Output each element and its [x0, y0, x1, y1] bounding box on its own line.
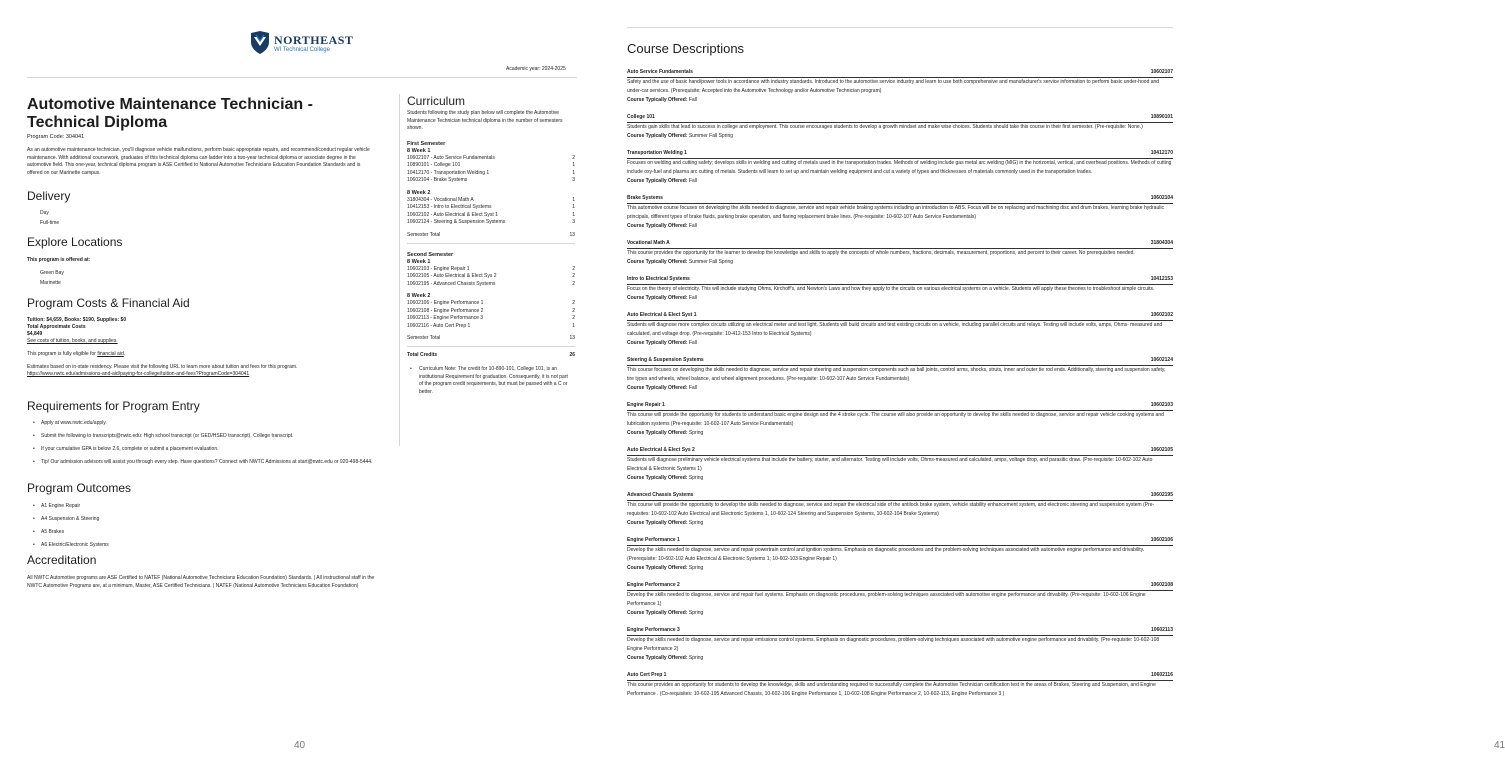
semester-block — [407, 141, 575, 244]
aid-prefix: This program is fully eligible for — [27, 351, 98, 357]
offered-terms: Spring — [688, 564, 704, 571]
course-description: This course provides the opportunity for the learner to develop the knowledge and skills to apply the concepts of whole numbers, fractions, decimals, measurement, proportions, and percent to their career. No prerequisites needed. — [627, 249, 1135, 256]
course-title: Auto Service Fundamentals — [627, 69, 693, 75]
offered-terms: Spring — [688, 429, 704, 436]
course-credits: 3 — [572, 219, 575, 225]
total-credits-label: Total Credits — [407, 352, 438, 358]
curriculum-course-row — [407, 197, 575, 205]
course-entry — [627, 69, 1173, 105]
course-description: This course provides an opportunity for students to develop the knowledge, skills and understanding required to successfully complete the Automotive Technician certification test in the areas of Brakes, Steering and Suspension, and Engine Performance . (Co-requisites: 10-602-195 Advanced Chassis, 10-602-106 Engine Performance 1, 10-602-108 Engine Performance 2, 10-602-113, Engine Performance 3 ) — [627, 681, 1156, 697]
week-label: 8 Week 2 — [407, 293, 431, 299]
course-code: 10602106 — [1150, 537, 1173, 543]
course-name: 10412170 - Transportation Welding 1 — [407, 169, 490, 176]
course-name: 31804304 - Vocational Math A — [407, 196, 474, 203]
offered-label: Course Typically Offered: — [627, 519, 688, 526]
course-offered — [627, 474, 1173, 483]
course-entry — [627, 195, 1173, 231]
course-description: This automotive course focuses on developing the skills needed to diagnose, service and repair vehicle braking systems including an introduction to ABS. Focus will be on replacing and machining disc and drum brakes, learning brake hydraulic principals, different types of brake fluids, parking brake operation, and flaring replacement brake lines. (Pre-requisite: 10-602-107 Auto Service Fundamentals) — [627, 204, 1164, 220]
course-credits: 2 — [572, 280, 575, 287]
academic-year: Academic year: 2024-2025 — [506, 66, 566, 72]
course-description: Students gain skills that lead to success in college and employment. This course encourages students to develop a growth mindset and make wise choices. Students should take this course in their first semester. (Pre-requisite: None.) — [627, 123, 1143, 130]
course-entry — [627, 402, 1173, 438]
list-item: Day — [40, 210, 49, 216]
course-name: 10602103 - Engine Repair 1 — [407, 265, 470, 272]
curriculum-section — [407, 94, 575, 396]
semester-total-row — [407, 335, 575, 342]
course-code: 10602116 — [1151, 672, 1173, 678]
course-description: This course focuses on developing the skills needed to diagnose, service and repair steering and suspension components such as ball joints, control arms, shocks, struts, inner and outer tie rod ends. Additionally, steering and suspension safety, tire types and wheels, wheel balance, and wheel alignment procedures. (Pre-requisite: 10-602-107 Auto Service Fundamentals) — [627, 366, 1166, 382]
semester-total-value: 13 — [569, 335, 575, 341]
course-title: Auto Electrical & Elect Sys 2 — [627, 447, 695, 453]
curriculum-course-row — [407, 300, 575, 308]
course-title: Steering & Suspension Systems — [627, 357, 704, 363]
course-offered — [627, 429, 1173, 438]
offered-at-label: This program is offered at: — [27, 257, 91, 263]
course-title: Intro to Electrical Systems — [627, 276, 690, 282]
course-code: 10602105 — [1150, 447, 1173, 453]
course-entry — [627, 357, 1173, 393]
course-header — [627, 114, 1173, 123]
course-description: Develop the skills needed to diagnose, service and repair powertrain control and ignition systems. Emphasis on diagnostic procedures and the problem-solving techniques associated with automotive engine performance and drivability. (Prerequisite: 10-602-102 Auto Electrical & Electronic Systems 1; 10-602-103 Engine Repair 1) — [627, 546, 1145, 562]
course-description: Develop the skills needed to diagnose, service and repair fuel systems. Emphasis on diagnostic procedures, problem-solving techniques associated with automotive engine performance and drivability. (Pre-requisite: 10-602-106 Engine Performance 1) — [627, 591, 1146, 607]
offered-terms: Summer Fall Spring — [688, 132, 734, 139]
program-header — [27, 96, 380, 177]
offered-label: Course Typically Offered: — [627, 429, 688, 436]
locations-heading: Explore Locations — [27, 235, 123, 249]
course-entry — [627, 150, 1173, 186]
course-offered — [627, 222, 1173, 231]
course-credits: 2 — [572, 154, 575, 161]
course-name: 10602116 - Auto Cert Prep 1 — [407, 322, 471, 329]
semester-total-label: Semester Total — [407, 231, 441, 238]
page-title: Automotive Maintenance Technician - Technical Diploma — [27, 96, 313, 131]
northeast-logo — [250, 30, 353, 56]
course-list — [627, 69, 1173, 699]
curriculum-course-row — [407, 177, 575, 185]
course-credits: 2 — [572, 315, 575, 321]
curriculum-course-row — [407, 162, 575, 170]
course-offered — [627, 654, 1173, 663]
offered-label: Course Typically Offered: — [627, 564, 688, 571]
page-number: 40 — [294, 740, 306, 751]
course-code: 10412153 — [1150, 276, 1173, 282]
course-entry — [627, 672, 1173, 699]
course-header — [627, 150, 1173, 159]
divider — [407, 346, 575, 347]
course-credits: 1 — [572, 211, 575, 218]
course-entry — [627, 492, 1173, 528]
course-name: 10602105 - Auto Electrical & Elect Sys 2 — [407, 273, 497, 279]
course-description: Students will diagnose more complex circuits utilizing an electrical meter and test light. Students will build circuits and test existing circuits on a vehicle, including parallel circuits and relays. Testing will include volts, amps, Ohms- measured and calculated, and voltage drop. (Pre-requisite: 10-412-153 Intro to Electrical Systems) — [627, 321, 1163, 337]
curriculum-course-row — [407, 212, 575, 220]
tuition-url-link[interactable]: https://www.nwtc.edu/admissions-and-aid/paying-for-college/tuition-and-fees?ProgramCode=304041 — [27, 371, 250, 377]
offered-terms: Summer Fall Spring — [688, 258, 734, 265]
week-label: 8 Week 2 — [407, 189, 431, 196]
curriculum-course-row — [407, 273, 575, 281]
curriculum-intro: Students following the study plan below will complete the Automotive Maintenance Technician technical diploma in the number of semesters shown. — [407, 110, 563, 131]
course-header — [627, 357, 1173, 366]
tuition-line: Tuition: $4,659, Books: $190, Supplies: $0 — [27, 317, 127, 323]
column-divider — [399, 94, 400, 446]
course-offered — [627, 294, 1173, 303]
total-credits-value: 26 — [569, 352, 575, 358]
course-title: Transportation Welding 1 — [627, 150, 687, 156]
course-header — [627, 537, 1173, 546]
course-offered — [627, 132, 1173, 141]
course-name: 10602107 - Auto Service Fundamentals — [407, 154, 495, 161]
course-name: 10602124 - Steering & Suspension Systems — [407, 219, 506, 225]
course-entry — [627, 276, 1173, 303]
course-offered — [627, 339, 1173, 348]
curriculum-course-row — [407, 155, 575, 163]
divider — [627, 27, 1173, 28]
offered-terms: Fall — [688, 222, 697, 229]
offered-label: Course Typically Offered: — [627, 294, 688, 301]
course-header — [627, 582, 1173, 591]
course-name: 10602113 - Engine Performance 3 — [407, 315, 484, 321]
accreditation-heading: Accreditation — [27, 553, 97, 567]
course-title: Brake Systems — [627, 195, 663, 201]
course-header — [627, 312, 1173, 321]
offered-terms: Fall — [688, 339, 697, 346]
course-entry — [627, 537, 1173, 573]
course-header — [627, 672, 1173, 681]
list-item: Green Bay — [40, 270, 64, 276]
curriculum-course-row — [407, 219, 575, 227]
course-header — [627, 69, 1173, 78]
curriculum-course-row — [407, 281, 575, 289]
page-41 — [600, 0, 1505, 776]
offered-label: Course Typically Offered: — [627, 474, 688, 481]
course-offered — [627, 96, 1173, 105]
course-credits: 1 — [572, 169, 575, 176]
course-code: 10602102 — [1150, 312, 1173, 318]
course-title: Advanced Chassis Systems — [627, 492, 694, 498]
course-header — [627, 402, 1173, 411]
offered-terms: Spring — [688, 519, 704, 526]
offered-label: Course Typically Offered: — [627, 654, 688, 661]
course-descriptions-heading: Course Descriptions — [627, 41, 745, 56]
accreditation-text: All NWTC Automotive programs are ASE Certified to NATEF (National Automotive Technicians Education Foundation) Standards. | All instructional staff in the NWTC Automotive Programs are, at a minimum, Master, ASE Certified Technicians. | NATEF (National Automotive Technicians Education Foundation) — [27, 575, 375, 589]
course-offered — [627, 258, 1173, 267]
semester-total-row — [407, 232, 575, 239]
course-description: Develop the skills needed to diagnose, service and repair emissions control systems. Emphasis on diagnostic procedures, problem-solving techniques associated with automotive engine performance and drivability. (Pre-requisite: 10-602-108 Engine Performance 2) — [627, 636, 1160, 652]
logo-name: NORTHEAST — [274, 32, 354, 47]
course-description: Focuses on welding and cutting safety; develops skills in welding and cutting of metals used in the transportation trades. Methods of welding include gas metal arc welding (MIG) in the horizontal, vertical, and overhead positions. Methods of cutting include oxy-fuel and plasma arc cutting of metals. Students will learn to set up and maintain welding equipment and cut a variety of types and thicknesses of materials commonly used in the transportation trades. — [627, 159, 1172, 175]
financial-aid-link[interactable]: financial aid — [97, 351, 124, 357]
course-credits: 2 — [572, 307, 575, 314]
curriculum-course-row — [407, 315, 575, 323]
course-code: 10602104 — [1150, 195, 1173, 201]
course-code: 10602195 — [1150, 492, 1173, 498]
course-offered — [627, 609, 1173, 618]
semester-total-label: Semester Total — [407, 335, 441, 341]
course-description: Students will diagnose preliminary vehicle electrical systems that include the battery, starter, and alternator. Testing will include volts, Ohms-measured and calculated, amps, voltage drop, and parasitic draw. (Pre-requisite: 10-602-102 Auto Electrical & Electronic Systems 1) — [627, 456, 1153, 472]
course-credits: 2 — [572, 273, 575, 279]
logo-subtitle: WI Technical College — [274, 46, 330, 53]
offered-terms: Spring — [688, 654, 704, 661]
curriculum-course-row — [407, 323, 575, 331]
program-code: Program Code: 304041 — [27, 134, 85, 140]
course-entry — [627, 627, 1173, 663]
course-title: Engine Performance 3 — [627, 627, 680, 633]
course-header — [627, 627, 1173, 636]
course-code: 10602124 — [1150, 357, 1173, 363]
course-credits: 3 — [572, 177, 575, 183]
course-offered — [627, 519, 1173, 528]
course-credits: 1 — [572, 196, 575, 203]
list-item: Marinette — [40, 279, 61, 286]
offered-label: Course Typically Offered: — [627, 222, 688, 229]
offered-terms: Fall — [688, 177, 697, 184]
course-code: 10602108 — [1150, 582, 1173, 588]
course-title: Engine Repair 1 — [627, 402, 665, 408]
aid-line — [27, 351, 377, 358]
page-40 — [0, 0, 600, 776]
curriculum-note: • Curriculum Note: The credit for 10-890-101, College 101, is an institutional Requirement for graduation. Consequently, it is not part of the program credit requirements, but must be passed with a C or better. — [407, 366, 572, 396]
course-title: Vocational Math A — [627, 240, 670, 246]
course-description: Focus on the theory of electricity. This will include studying Ohms, Kirchoff's, and Newton's Laws and how they apply to the circuits on various electrical systems on a vehicle. Students will apply these theories to troubleshoot simple circuits. — [627, 285, 1155, 292]
costs-section — [27, 317, 377, 378]
offered-terms: Fall — [688, 294, 697, 301]
course-entry — [627, 582, 1173, 618]
course-entry — [627, 312, 1173, 348]
course-name: 10602195 - Advanced Chassis Systems — [407, 280, 496, 287]
see-costs-link[interactable]: See costs of tuition, books, and supplies. — [27, 338, 118, 344]
course-credits: 1 — [572, 204, 575, 210]
course-entry — [627, 114, 1173, 141]
estimates-note: Estimates based on in-state residency. Please visit the following URL to learn more about tuition and fees for this program. — [27, 364, 298, 370]
course-name: 10602104 - Brake Systems — [407, 177, 468, 183]
offered-label: Course Typically Offered: — [627, 384, 688, 391]
course-header — [627, 276, 1173, 285]
offered-label: Course Typically Offered: — [627, 258, 688, 265]
curriculum-course-row — [407, 170, 575, 178]
requirements-list — [33, 420, 373, 472]
course-name: 10412153 - Intro to Electrical Systems — [407, 204, 492, 210]
semester-name: Second Semester — [407, 251, 454, 258]
total-credits-row — [407, 352, 575, 359]
list-item: • Apply at www.nwtc.edu/apply. — [33, 420, 373, 427]
offered-label: Course Typically Offered: — [627, 177, 688, 184]
program-intro: As an automotive maintenance technician, you'll diagnose vehicle malfunctions, perform basic appropriate repairs, and recommend/conduct regular vehicle maintenance. With additional coursework, graduates of this technical diploma can ladder into a two-year technical diploma or associate degree in the automotive field. This one-year, technical diploma program is ASE Certified to National Automotive Technicians Education Foundation Standards and is offered on our Marinette campus. — [27, 147, 370, 176]
list-item: • A4 Suspension & Steering — [33, 516, 373, 523]
offered-terms: Fall — [688, 96, 697, 103]
course-code: 31804304 — [1150, 240, 1173, 246]
curriculum-plan — [407, 141, 575, 348]
offered-terms: Fall — [688, 384, 697, 391]
list-item: • A1 Engine Repair — [33, 503, 373, 510]
course-title: Engine Performance 1 — [627, 537, 680, 543]
shield-logo-icon — [250, 31, 270, 55]
course-header — [627, 447, 1173, 456]
course-offered — [627, 177, 1173, 186]
course-credits: 1 — [572, 162, 575, 168]
curriculum-course-row — [407, 204, 575, 212]
course-header — [627, 195, 1173, 204]
aid-suffix: . — [123, 351, 126, 357]
course-entry — [627, 240, 1173, 267]
total-cost-value: $4,849 — [27, 331, 43, 337]
semester-block — [407, 252, 575, 348]
course-code: 10890101 — [1150, 114, 1173, 120]
course-description: This course will provide the opportunity for students to understand basic engine design and the 4 stroke cycle. The course will also provide an opportunity to develop the skills needed to diagnose, service and repair vehicle cooking systems and lubrication systems (Pre-requisite: 10-602-107 Auto Service Fundamentals) — [627, 411, 1164, 427]
course-name: 10602108 - Engine Performance 2 — [407, 307, 484, 314]
list-item: • A5 Brakes — [33, 529, 373, 536]
delivery-heading: Delivery — [27, 189, 71, 203]
offered-label: Course Typically Offered: — [627, 96, 688, 103]
requirements-heading: Requirements for Program Entry — [27, 399, 200, 413]
course-title: College 101 — [627, 114, 655, 120]
outcomes-list — [33, 503, 373, 555]
list-item: Full-time — [40, 219, 60, 226]
course-header — [627, 492, 1173, 501]
offered-label: Course Typically Offered: — [627, 339, 688, 346]
list-item: • A6 Electric/Electronic Systems — [33, 542, 373, 549]
course-entry — [627, 447, 1173, 483]
course-title: Auto Cert Prep 1 — [627, 672, 667, 678]
curriculum-heading: Curriculum — [407, 94, 466, 108]
total-cost-label: Total Approximate Costs — [27, 324, 86, 330]
list-item: • Submit the following to transcripts@nwtc.edu: High school transcript (or GED/HSED transcript). College transcript. — [33, 433, 373, 440]
week-label: 8 Week 1 — [407, 147, 431, 154]
semester-name: First Semester — [407, 140, 446, 147]
course-code: 10412170 — [1150, 150, 1173, 156]
costs-heading: Program Costs & Financial Aid — [27, 296, 190, 310]
course-credits: 2 — [572, 265, 575, 272]
course-title: Engine Performance 2 — [627, 582, 680, 588]
divider — [407, 243, 575, 244]
course-name: 10890101 - College 101 — [407, 162, 461, 168]
course-credits: 2 — [572, 300, 575, 306]
course-code: 10602103 — [1150, 402, 1173, 408]
offered-label: Course Typically Offered: — [627, 609, 688, 616]
course-offered — [627, 564, 1173, 573]
offered-label: Course Typically Offered: — [627, 132, 688, 139]
course-offered — [627, 384, 1173, 393]
week-label: 8 Week 1 — [407, 258, 431, 265]
course-description: This course will provide the opportunity to develop the skills needed to diagnose, service and repair the electrical side of the antilock brake system, vehicle stability enhancement system, and electronic steering and suspension system (Pre-requisites: 10-602-102 Auto Electrical and Electronic Systems 1, 10-602-124 Steering and Suspension Systems, 10-602-104 Brake Systems) — [627, 501, 1155, 517]
delivery-list — [40, 209, 59, 228]
curriculum-course-row — [407, 308, 575, 316]
course-name: 10602106 - Engine Performance 1 — [407, 300, 484, 306]
curriculum-course-row — [407, 266, 575, 274]
divider — [27, 77, 577, 78]
course-code: 10602107 — [1150, 69, 1173, 75]
course-description: Safety and the use of basic hand/power tools in accordance with industry standards. Introduced to the automotive service industry and learn to use both comprehensive and manufacturer's service information to perform basic under-hood and under-car services. (Prerequisite: Accepted into the Automotive Technology and/or Automotive Technician program) — [627, 78, 1160, 94]
semester-total-value: 13 — [569, 231, 575, 238]
list-item: • Tip! Our admission advisors will assist you through every step. Have questions? Connect with NWTC Admissions at start@nwtc.edu or 920-498-5444. — [33, 459, 373, 466]
outcomes-heading: Program Outcomes — [27, 481, 132, 495]
course-header — [627, 240, 1173, 249]
course-code: 10602113 — [1151, 627, 1173, 633]
course-name: 10602102 - Auto Electrical & Elect Syst 1 — [407, 211, 498, 218]
locations-list — [40, 269, 64, 288]
course-credits: 1 — [572, 322, 575, 329]
course-title: Auto Electrical & Elect Syst 1 — [627, 312, 697, 318]
list-item: • If your cumulative GPA is below 2.6, complete or submit a placement evaluation. — [33, 446, 373, 453]
offered-terms: Spring — [688, 474, 704, 481]
page-number: 41 — [1494, 740, 1505, 751]
offered-terms: Spring — [688, 609, 704, 616]
